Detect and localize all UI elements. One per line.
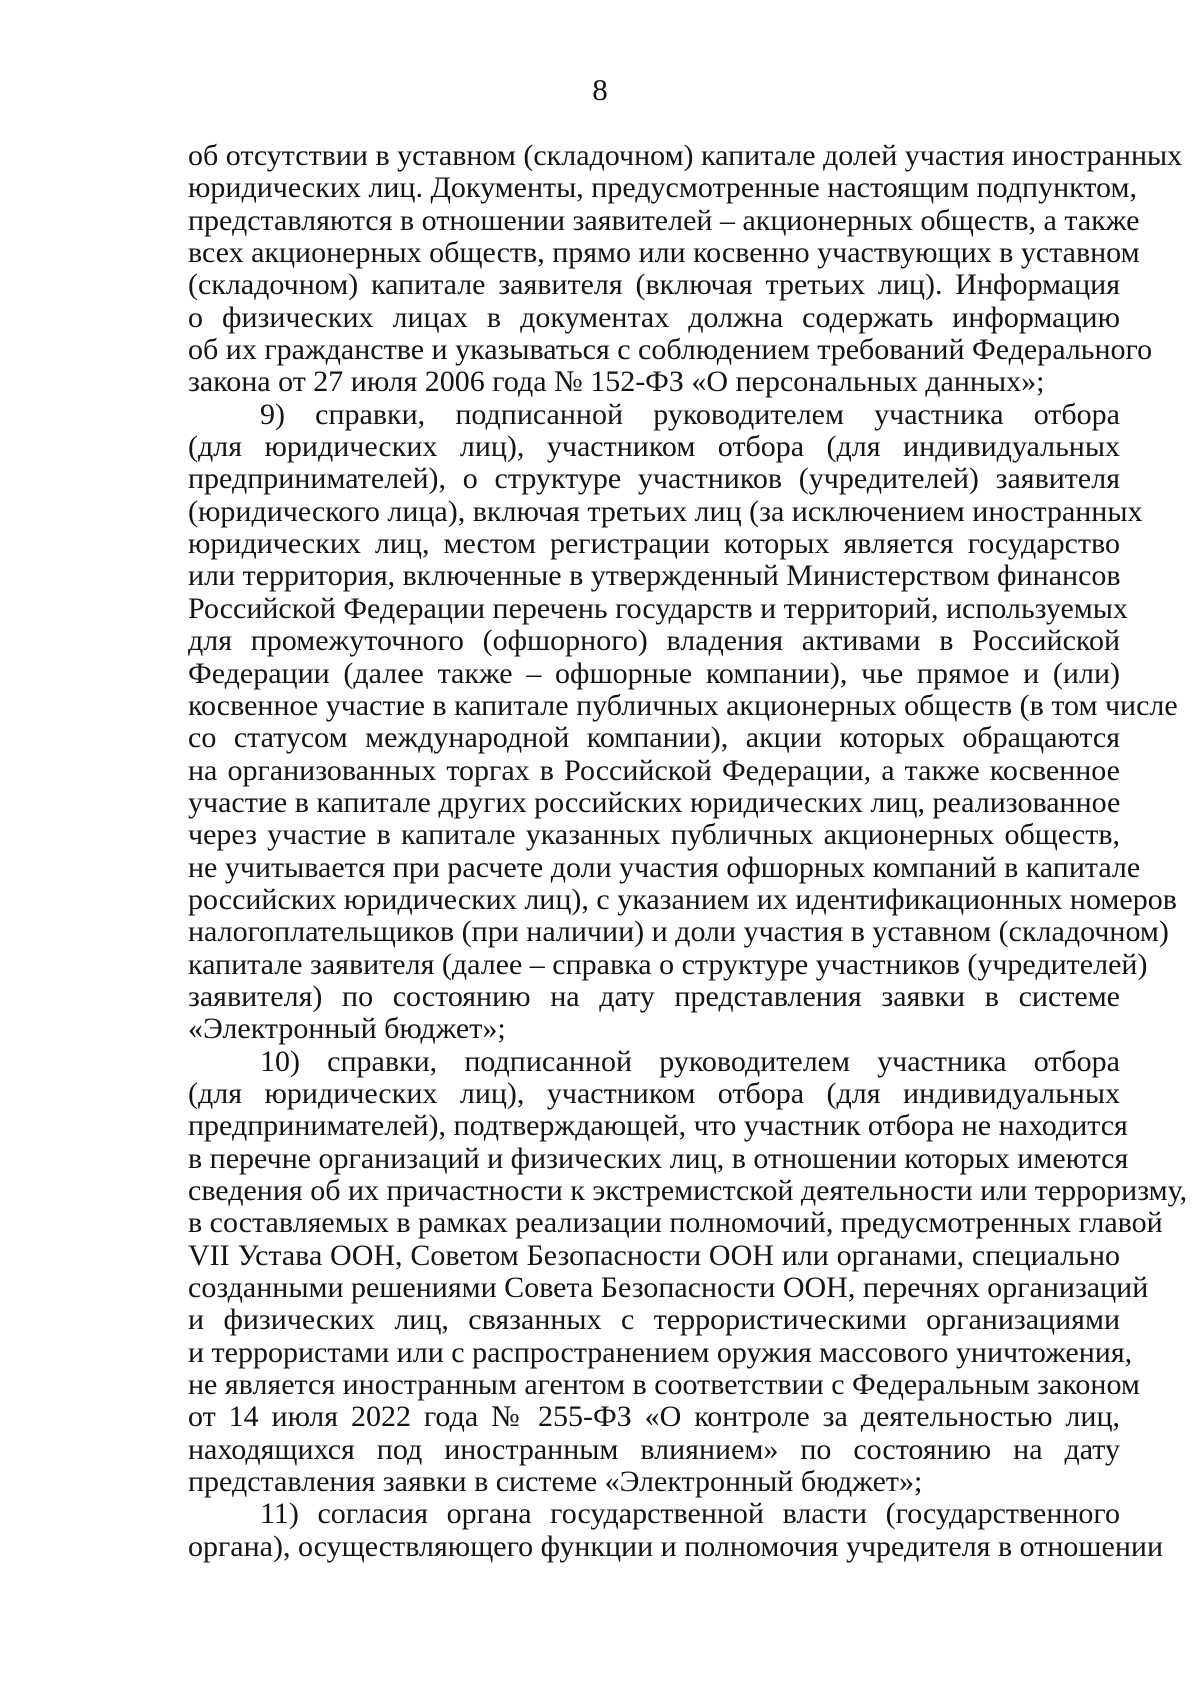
text-line: предпринимателей), подтверждающей, что участник отбора не находится (188, 1109, 1128, 1143)
text-line: об их гражданстве и указываться с соблюдением требований Федерального (188, 333, 1153, 367)
page-number: 8 (592, 72, 608, 107)
text-line: в составляемых в рамках реализации полномочий, предусмотренных главой (188, 1206, 1163, 1240)
text-line: закона от 27 июля 2006 года № 152-ФЗ «О персональных данных»; (188, 365, 1045, 399)
text-line: косвенное участие в капитале публичных акционерных обществ (в том числе (188, 688, 1178, 722)
text-line: или территория, включенные в утвержденный Министерством финансов (188, 559, 1121, 593)
text-line: об отсутствии в уставном (складочном) капитале долей участия иностранных (188, 139, 1183, 172)
text-line: (складочном) капитале заявителя (включая третьих лиц). Информация (188, 268, 1120, 302)
text-line: созданными решениями Совета Безопасности ООН, перечнях организаций (188, 1271, 1149, 1305)
text-line: в перечне организаций и физических лиц, в отношении которых имеются (188, 1141, 1129, 1175)
text-line: от 14 июля 2022 года № 255-ФЗ «О контроле за деятельностью лиц, (188, 1400, 1120, 1434)
text-line: для промежуточного (офшорного) владения активами в Российской (188, 624, 1120, 658)
text-line: Российской Федерации перечень государств и территорий, используемых (188, 591, 1128, 625)
text-line: 10) справки, подписанной руководителем участника отбора (260, 1044, 1120, 1078)
text-line: органа), осуществляющего функции и полномочия учредителя в отношении (188, 1529, 1163, 1563)
text-line: на организованных торгах в Российской Федерации, а также косвенное (188, 753, 1120, 787)
text-line: со статусом международной компании), акции которых обращаются (188, 721, 1120, 755)
text-line: представления заявки в системе «Электронный бюджет»; (188, 1465, 923, 1499)
text-line: о физических лицах в документах должна содержать информацию (188, 300, 1120, 334)
text-line: VII Устава ООН, Советом Безопасности ООН или органами, специально (188, 1238, 1120, 1272)
text-line: и террористами или с распространением оружия массового уничтожения, (188, 1335, 1133, 1369)
text-line: через участие в капитале указанных публичных акционерных обществ, (188, 818, 1120, 852)
text-line: представляются в отношении заявителей – акционерных обществ, а также (188, 203, 1140, 237)
text-line: (юридического лица), включая третьих лиц (за исключением иностранных (188, 494, 1143, 528)
text-line: предпринимателей), о структуре участников (учредителей) заявителя (188, 462, 1120, 496)
text-line: российских юридических лиц), с указанием их идентификационных номеров (188, 882, 1177, 916)
text-line: находящихся под иностранным влиянием» по состоянию на дату (188, 1432, 1120, 1466)
text-line: юридических лиц. Документы, предусмотренные настоящим подпунктом, (188, 171, 1137, 205)
text-line: 11) согласия органа государственной власти (государственного (260, 1497, 1120, 1531)
text-line: налогоплательщиков (при наличии) и доли участия в уставном (складочном) (188, 915, 1169, 949)
text-line: капитале заявителя (далее – справка о структуре участников (учредителей) (188, 947, 1148, 981)
document-body (188, 139, 1188, 1563)
text-line: и физических лиц, связанных с террористическими организациями (188, 1303, 1120, 1337)
text-line: 9) справки, подписанной руководителем участника отбора (260, 397, 1120, 431)
text-line: Федерации (далее также – офшорные компании), чье прямое и (или) (188, 656, 1120, 690)
text-line: «Электронный бюджет»; (188, 1012, 506, 1046)
text-line: заявителя) по состоянию на дату представления заявки в системе (188, 979, 1120, 1013)
text-line: не учитывается при расчете доли участия офшорных компаний в капитале (188, 850, 1141, 884)
text-line: всех акционерных обществ, прямо или косвенно участвующих в уставном (188, 236, 1140, 270)
text-line: участие в капитале других российских юридических лиц, реализованное (188, 785, 1121, 819)
text-line: (для юридических лиц), участником отбора (для индивидуальных (188, 430, 1120, 464)
text-line: (для юридических лиц), участником отбора (для индивидуальных (188, 1076, 1120, 1110)
text-line: юридических лиц, местом регистрации которых является государство (188, 527, 1120, 561)
text-line: сведения об их причастности к экстремистской деятельности или терроризму, (188, 1174, 1188, 1207)
text-line: не является иностранным агентом в соответствии с Федеральным законом (188, 1368, 1140, 1402)
